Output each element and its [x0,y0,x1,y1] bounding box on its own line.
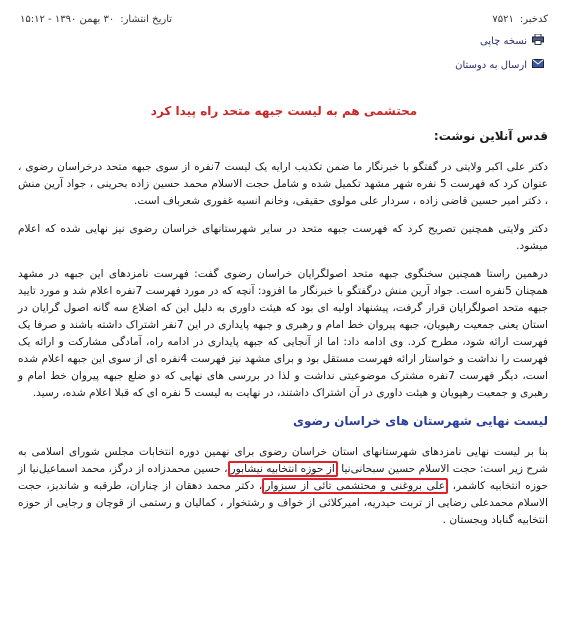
print-link[interactable] [455,34,544,48]
envelope-icon [532,58,544,72]
publish-date-value: ۳۰ بهمن ۱۳۹۰ - ۱۵:۱۲ [20,14,115,25]
article-body [18,128,548,540]
send-label: ارسال به دوستان [455,59,527,71]
article-actions [455,34,544,82]
highlight-box-2: علی بروغنی و محتشمی تائی از سبزوار [262,478,448,494]
article-source: قدس آنلاین نوشت: [433,129,548,143]
paragraph-2: دکتر ولایتی همچنین تصریح کرد که فهرست جبهه متحد در سایر شهرستانهای خراسان رضوی نیز نهایی شده که اعلام میشود. [18,223,548,252]
final-text-2: ، حسین محمدزاده از درگز، محمد اسماعیل‌نیا از حوزه انتخابیه کاشمر، [18,463,548,492]
paragraph-3: درهمین راستا همچنین سخنگوی جبهه متحد اصولگرایان خراسان رضوی گفت: فهرست نامزدهای این جبهه در مشهد همچنان 5نفره است. جواد آرین منش درگفتگو با خبرنگار ما افزود: آنچه که در مورد فهرست 7نفره اعلام شد و مورد تایید جبهه متحد اصولگرایان قرار گرفت، پیشنهاد اولیه ای بود که هیئت داوری به دلیل این که اضلاع سه گانه اصول گرایان در استان یعنی جمعیت رهپویان، جبهه پیروان خط امام و رهبری و جبهه پایداری در این 7نفر اشتراک داشته باشند و صرفا یک فهرست ارائه شود، مطرح کرد. وی ادامه داد: اما از آنجایی که جبهه پایداری در ادامه راه، آمادگی مشارکت و ارائه یک فهرست را نداشت و خواستار ارائه فهرست مستقل بود و برای مشهد نیز فهرست 4نفره ای از سوی این جبهه اعلام شده است، دیگر فهرست 7نفره مشترک موضوعیتی نداشت و لذا در بررسی های نهایی که دو ضلع جبهه پیروان خط امام و رهبری و جمعیت رهپویان و هیئت داوری در آن اشتراک داشتند، در نهایت به لیست 5 نفره ای که قبلا اعلام شده، رسید. [18,268,549,399]
print-label: نسخه چاپی [479,35,527,47]
highlight-box-1: از حوزه انتخابیه نیشابور [228,461,338,477]
article-headline: محتشمی هم به لیست جبهه متحد راه پیدا کرد [150,104,418,118]
article-meta [20,14,548,25]
news-code-label: کدخبر: [519,14,548,25]
final-text-3: ، دکتر محمد دهقان از چناران، طرقبه و شاندیز، حجت الاسلام محمدعلی رضایی از تربت حیدریه، امیرکلائی از خواف و رشتخوار ، کمالیان و رستمی از قوچان و رجایی از حوزه انتخابیه گناباد وبجستان . [18,480,548,526]
send-to-friends-link[interactable] [455,58,544,72]
final-text-1: بنا بر لیست نهایی نامزدهای شهرستانهای استان خراسان رضوی برای نهمین دوره انتخابات مجلس شورای اسلامی به شرح زیر است: حجت الاسلام حسین سبحانی‌نیا [18,446,548,475]
news-code-value: ۷۵۲۱ [492,14,514,25]
paragraph-1: دکتر علی اکبر ولایتی در گفتگو با خبرنگار ما ضمن تکذیب ارایه یک لیست 7نفره از سوی جبهه متحد درخراسان رضوی ، عنوان کرد که فهرست 5 نفره شهر مشهد تکمیل شده و شامل حجت الاسلام محمد حسین زاده بحرینی ، جواد آرین منش ، دکتر امیر حسین قاضی زاده ، سردار علی مولوی حقیقی، وخانم انسیه غفوری شعرباف است. [18,161,548,207]
final-list-paragraph [18,444,548,529]
publish-date-label: تاریخ انتشار: [120,14,173,25]
publish-date [20,14,172,25]
printer-icon [532,34,544,48]
news-code [492,14,548,25]
section-subheading: لیست نهایی شهرستان های خراسان رضوی [292,414,548,428]
